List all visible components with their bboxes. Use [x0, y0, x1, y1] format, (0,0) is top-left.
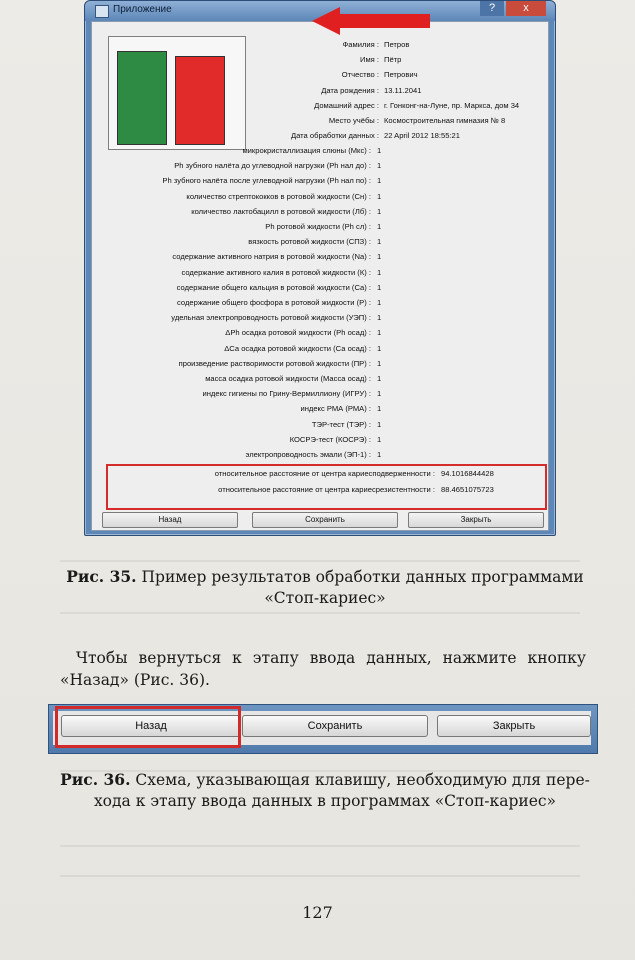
- params-value: 1: [377, 252, 382, 262]
- params-value: 1: [377, 374, 382, 383]
- params-label: ΔСа осадка ротовой жидкости (Са осад) :: [224, 343, 371, 353]
- figure-35-caption: [30, 566, 620, 609]
- params-label: ТЭР-тест (ТЭР) :: [311, 419, 371, 429]
- params-label: электропроводность эмали (ЭП-1) :: [245, 450, 371, 459]
- params-value: 1: [377, 146, 382, 155]
- patient-value: Космостроительная гимназия № 8: [384, 116, 506, 125]
- paragraph-line2: «Назад» (Рис. 36).: [60, 671, 210, 689]
- patient-value: Пётр: [384, 55, 402, 65]
- patient-value: Петрович: [384, 70, 418, 80]
- patient-label: Домашний адрес :: [314, 100, 379, 110]
- chart-bar-red: [175, 56, 225, 145]
- params-label: количество лактобацилл в ротовой жидкости (Лб) :: [191, 206, 371, 216]
- params-label: масса осадка ротовой жидкости (Масса осад) :: [205, 374, 371, 383]
- params-label: Ph зубного налёта после углеводной нагрузки (Ph нал по) :: [162, 176, 371, 186]
- patient-value: г. Гонконг-на-Луне, пр. Маркса, дом 34: [384, 100, 520, 110]
- patient-label: Имя :: [359, 55, 379, 65]
- params-value: 1: [377, 404, 382, 414]
- params-label: количество стрептококков в ротовой жидкости (Сн) :: [186, 191, 371, 201]
- caption-36-text: Схема, указывающая клавишу, необходимую для пере-: [130, 771, 590, 789]
- params-value: 1: [377, 313, 382, 323]
- params-value: 1: [377, 191, 382, 201]
- params-label: индекс гигиены по Грину-Вермиллиону (ИГРУ) :: [202, 389, 371, 399]
- patient-value: Петров: [384, 40, 410, 49]
- chart-bar-green: [117, 51, 167, 145]
- app-icon: [95, 5, 109, 18]
- save-button[interactable]: Сохранить: [252, 512, 398, 528]
- caption-35-text-line2: «Стоп-кариес»: [264, 589, 386, 607]
- help-button[interactable]: ?: [480, 1, 504, 16]
- back-button-large[interactable]: Назад: [61, 715, 241, 737]
- params-label: индекс РМА (РМА) :: [300, 404, 371, 414]
- patient-value: 22 April 2012 18:55:21: [384, 131, 461, 141]
- params-value: 1: [377, 434, 382, 444]
- results-highlight-frame: [106, 464, 547, 510]
- params-value: 1: [377, 237, 382, 247]
- patient-value: 13.11.2041: [384, 85, 422, 95]
- results-value: 94.1016844428: [441, 469, 494, 478]
- params-value: 1: [377, 358, 382, 368]
- caption-36-number: Рис. 36.: [60, 770, 131, 789]
- patient-label: Отчество :: [341, 70, 379, 80]
- patient-label: Место учёбы :: [328, 116, 379, 125]
- figure-36-caption: [30, 769, 620, 812]
- red-arrow-icon: [312, 7, 432, 35]
- close-window-button[interactable]: x: [506, 1, 546, 16]
- caption-35-text: Пример результатов обработки данных программами: [136, 568, 584, 586]
- results-label: относительное расстояние от центра кариесрезистентности :: [218, 484, 435, 494]
- params-value: 1: [377, 161, 382, 171]
- caption-36-text-line2: хода к этапу ввода данных в программах «Стоп-кариес»: [93, 792, 557, 810]
- params-value: 1: [377, 206, 382, 216]
- window-title: Приложение: [113, 4, 172, 15]
- params-label: содержание общего фосфора в ротовой жидкости (Р) :: [177, 298, 371, 307]
- params-value: 1: [377, 450, 382, 459]
- app-window: [84, 0, 556, 536]
- params-value: 1: [377, 282, 382, 292]
- back-button-highlight-frame: [55, 706, 241, 748]
- params-label: Ph зубного налёта до углеводной нагрузки (Ph нал до) :: [174, 161, 371, 171]
- params-value: 1: [377, 222, 382, 231]
- params-value: 1: [377, 328, 382, 338]
- params-label: содержание активного калия в ротовой жидкости (К) :: [181, 267, 371, 277]
- patient-label: Дата рождения :: [321, 85, 379, 95]
- params-label: микрокристаллизация слюны (Мкс) :: [242, 146, 371, 155]
- params-label: КОСРЭ-тест (КОСРЭ) :: [289, 434, 371, 444]
- params-value: 1: [377, 343, 382, 353]
- params-label: Ph ротовой жидкости (Ph сл) :: [265, 222, 371, 231]
- close-button[interactable]: Закрыть: [408, 512, 544, 528]
- params-label: вязкость ротовой жидкости (СПЗ) :: [248, 237, 371, 247]
- results-label: относительное расстояние от центра кариесподверженности :: [214, 469, 435, 478]
- params-label: содержание общего кальция в ротовой жидкости (Са) :: [176, 282, 371, 292]
- params-label: ΔPh осадка ротовой жидкости (Ph осад) :: [225, 328, 371, 338]
- params-value: 1: [377, 419, 382, 429]
- caption-35-number: Рис. 35.: [66, 567, 137, 586]
- close-button-large[interactable]: Закрыть: [437, 715, 591, 737]
- patient-label: Фамилия :: [342, 40, 379, 49]
- page-number: 127: [302, 903, 333, 922]
- window-body: [91, 21, 549, 531]
- patient-label: Дата обработки данных :: [290, 131, 379, 141]
- params-label: произведение растворимости ротовой жидкости (ПР) :: [178, 358, 371, 368]
- params-value: 1: [377, 298, 382, 307]
- save-button-large[interactable]: Сохранить: [242, 715, 428, 737]
- back-button[interactable]: Назад: [102, 512, 238, 528]
- params-label: содержание активного натрия в ротовой жидкости (Na) :: [172, 252, 371, 262]
- params-value: 1: [377, 176, 382, 186]
- params-value: 1: [377, 267, 382, 277]
- params-value: 1: [377, 389, 382, 399]
- results-value: 88.4651075723: [441, 484, 494, 494]
- params-label: удельная электропроводность ротовой жидкости (УЭП) :: [171, 313, 371, 323]
- result-chart: [108, 36, 246, 150]
- paragraph-line1: Чтобы вернуться к этапу ввода данных, нажмите кнопку: [76, 649, 586, 667]
